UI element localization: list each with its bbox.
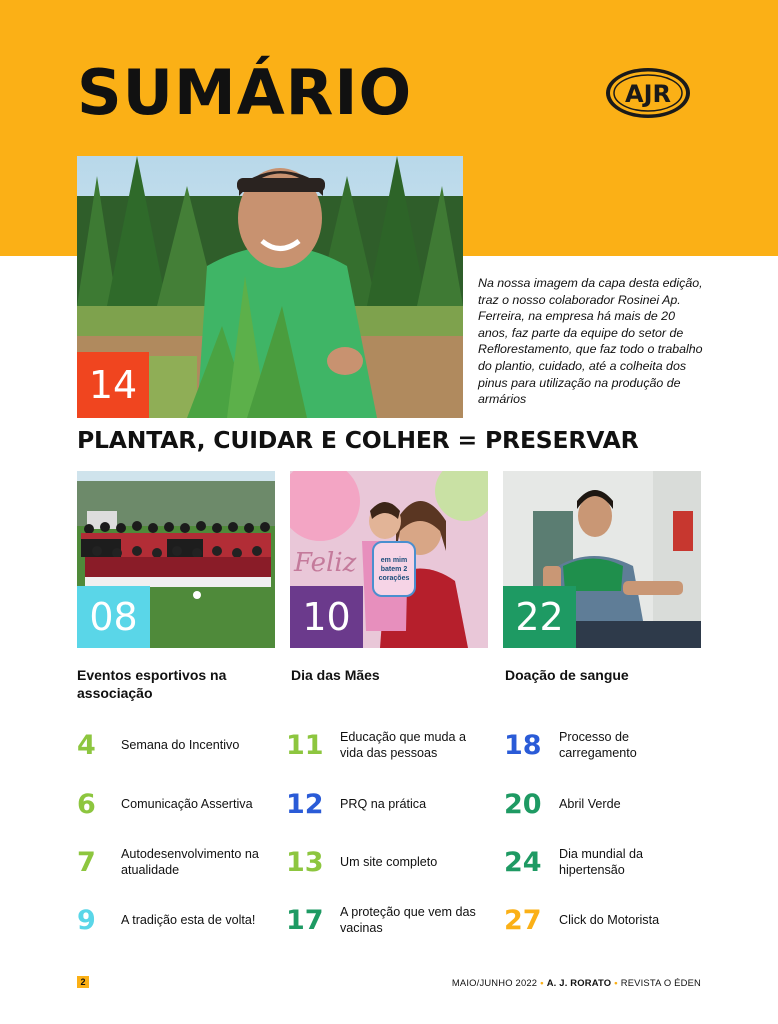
footer-brand: A. J. RORATO: [546, 977, 612, 988]
feature-page-number: 10: [290, 586, 363, 648]
footer-separator: •: [614, 977, 618, 988]
sign-line-1: em mim: [380, 556, 408, 564]
feature-page-number: 22: [503, 586, 576, 648]
toc-item[interactable]: [286, 786, 426, 822]
toc-page-number: 20: [504, 788, 542, 820]
feature-photo-blood-donation: [503, 471, 701, 648]
cover-headline: PLANTAR, CUIDAR E COLHER = PRESERVAR: [77, 426, 639, 454]
toc-page-number: 17: [286, 904, 324, 936]
feature-title-sports: Eventos esportivos na associação: [77, 667, 227, 701]
toc-page-number: 9: [77, 904, 96, 936]
toc-item[interactable]: [504, 844, 659, 880]
toc-title: Semana do Incentivo: [121, 738, 240, 752]
cover-photo: [77, 156, 463, 418]
toc-page-number: 11: [286, 729, 324, 761]
feature-title-blood-donation: Doação de sangue: [505, 667, 629, 683]
svg-text:Feliz: Feliz: [294, 548, 357, 578]
toc-page-number: 27: [504, 904, 542, 936]
toc-page-number: 13: [286, 846, 324, 878]
toc-title: A proteção que vem das vacinas: [340, 905, 476, 935]
toc-title: Educação que muda a vida das pessoas: [340, 730, 467, 760]
toc-title: Comunicação Assertiva: [121, 797, 253, 811]
sign-line-3: corações: [378, 574, 410, 582]
toc-title: Autodesenvolvimento na atualidade: [121, 847, 259, 877]
cover-caption: Na nossa imagem da capa desta edição, traz o nosso colaborador Rosinei Ap. Ferreira, na empresa há mais de 20 anos, faz parte da equipe do setor de Reflorestamento, que faz todo o trabalho do plantio, cuidado, até a colheita dos pinus para utilização na produção de armários: [478, 276, 703, 407]
footer-page-number: 2: [77, 976, 89, 988]
toc-item[interactable]: [504, 727, 654, 763]
feature-page-number: 08: [77, 586, 150, 648]
footer-edition: MAIO/JUNHO 2022: [451, 977, 538, 988]
toc-page-number: 18: [504, 729, 542, 761]
toc-title: PRQ na prática: [340, 797, 427, 811]
toc-page-number: 7: [77, 846, 96, 878]
toc-item[interactable]: [504, 902, 659, 938]
toc-title: Um site completo: [340, 855, 438, 869]
toc-page-number: 12: [286, 788, 324, 820]
svg-text:AJR: AJR: [625, 80, 671, 108]
cover-page-number: 14: [77, 352, 149, 418]
footer-info: [452, 977, 701, 988]
feature-photo-mothers-day: [290, 471, 488, 648]
toc-item[interactable]: [77, 844, 269, 880]
toc-page-number: 6: [77, 788, 96, 820]
sign-line-2: batem 2: [380, 565, 408, 573]
toc-title: A tradição esta de volta!: [121, 913, 256, 927]
toc-title: Abril Verde: [559, 797, 621, 811]
toc-item[interactable]: [77, 786, 253, 822]
page-title: SUMÁRIO: [77, 56, 413, 129]
mothers-day-sign: [372, 541, 416, 597]
toc-page-number: 4: [77, 729, 96, 761]
toc-item[interactable]: [286, 844, 437, 880]
ajr-logo: [604, 66, 692, 120]
toc-item[interactable]: [77, 727, 239, 763]
toc-item[interactable]: [504, 786, 621, 822]
feature-title-mothers-day: Dia das Mães: [291, 667, 380, 683]
toc-item[interactable]: [286, 727, 480, 763]
toc-item[interactable]: [77, 902, 255, 938]
toc-item[interactable]: [286, 902, 485, 938]
footer-magazine: REVISTA O ÉDEN: [620, 977, 701, 988]
toc-title: Click do Motorista: [559, 913, 660, 927]
toc-page-number: 24: [504, 846, 542, 878]
toc-title: Processo de carregamento: [559, 730, 637, 760]
feature-photo-sports: [77, 471, 275, 648]
toc-title: Dia mundial da hipertensão: [559, 847, 644, 877]
footer-separator: •: [540, 977, 544, 988]
